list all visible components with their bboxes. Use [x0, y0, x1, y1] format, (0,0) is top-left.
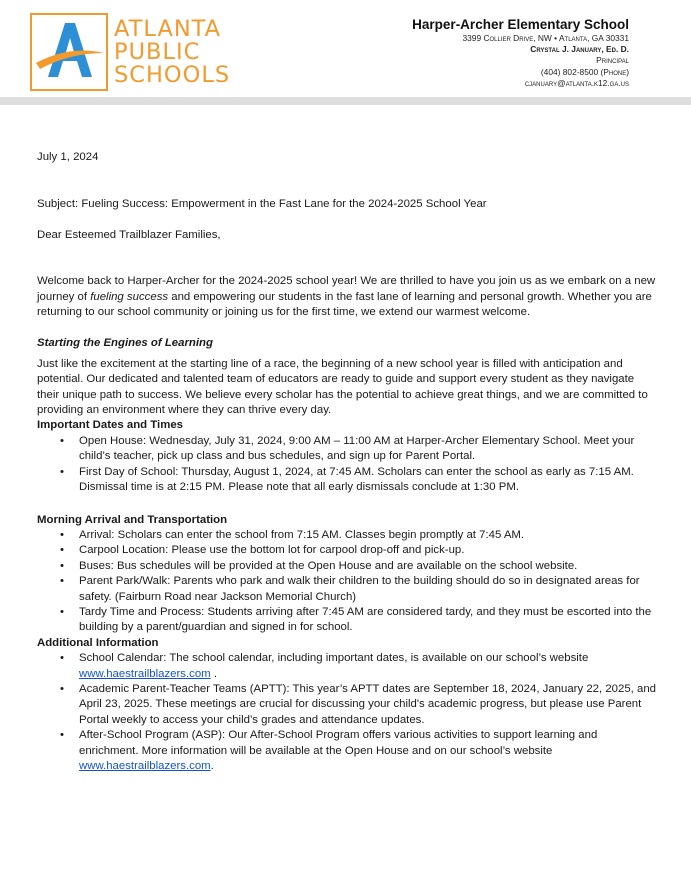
- welcome-paragraph: Welcome back to Harper-Archer for the 2024-2025 school year! We are thrilled to have you join us as we embark on a new journey of fueling success and empowering our students in the fast lane of learning and personal growth. Whether you are returning to our school community or joining us for the first time, we extend our warmest welcome.: [37, 275, 656, 319]
- school-address: 3399 Collier Drive, NW • Atlanta, GA 30331: [462, 33, 629, 43]
- school-website-link[interactable]: www.haestrailblazers.com: [79, 760, 211, 772]
- bullet-icon: •: [60, 729, 64, 742]
- list-item: • Carpool Location: Please use the bottom lot for carpool drop-off and pick-up.: [37, 543, 657, 558]
- morning-arrival-list: [37, 528, 657, 636]
- fueling-success-emphasis: fueling success: [90, 290, 169, 303]
- principal-name: Crystal J. January, Ed. D.: [530, 44, 629, 55]
- principal-title: Principal: [596, 55, 629, 66]
- bullet-icon: •: [60, 575, 64, 588]
- bullet-icon: •: [60, 528, 64, 541]
- list-item: • Arrival: Scholars can enter the school from 7:15 AM. Classes begin promptly at 7:45 AM.: [37, 528, 657, 543]
- bullet-icon: •: [60, 559, 64, 572]
- letter-subject: Subject: Fueling Success: Empowerment in the Fast Lane for the 2024-2025 School Year: [37, 198, 487, 211]
- additional-info-heading: Additional Information: [37, 636, 159, 649]
- school-phone: (404) 802-8500 (Phone): [540, 66, 629, 77]
- engines-paragraph: Just like the excitement at the starting line of a race, the beginning of a new school year is filled with anticipation and potential. Our dedicated and talented team of educators are ready to guide and support every student as they navigate their unique path to success. We believe every scholar has the potential to achieve great things, and we are committed to providing an environment where they can thrive every day.: [37, 357, 648, 417]
- list-item: • Open House: Wednesday, July 31, 2024, 9:00 AM – 11:00 AM at Harper-Archer Elementary School. Meet your child’s teacher, pick up class and bus schedules, and sign up for Parent Portal.: [60, 434, 635, 463]
- letter-date: July 1, 2024: [37, 151, 99, 163]
- bullet-icon: •: [60, 682, 64, 695]
- list-item: • School Calendar: The school calendar, including important dates, is available on our school’s website www.haestrailblazers.com .: [60, 652, 589, 680]
- principal-email: cjanuary@atlanta.k12.ga.us: [524, 77, 629, 88]
- bullet-icon: •: [60, 652, 64, 665]
- engines-heading: Starting the Engines of Learning: [37, 337, 213, 350]
- bullet-icon: •: [60, 465, 64, 478]
- list-item: • Academic Parent-Teacher Teams (APTT): This year’s APTT dates are September 18, 2024, January 22, 2025, and April 23, 2025. These meetings are crucial for discussing your child's academic progress, but please use Parent Portal weekly to access your child’s grades and attendance updates.: [60, 682, 657, 726]
- morning-arrival-heading: Morning Arrival and Transportation: [37, 513, 228, 526]
- list-item: • Parent Park/Walk: Parents who park and walk their children to the building should do so in designated areas for safety. (Fairburn Road near Jackson Memorial Church): [60, 575, 640, 603]
- logo-wordmark: [114, 18, 230, 87]
- letter-body: [37, 150, 657, 774]
- list-item: • Buses: Bus schedules will be provided at the Open House and are available on the school website.: [37, 559, 657, 574]
- header-divider: [0, 97, 691, 105]
- list-item: • After-School Program (ASP): Our After-School Program offers various activities to support learning and enrichment. More information will be available at the Open House and on our school’s website www.haestrailblazers.com.: [60, 729, 598, 772]
- important-dates-heading: Important Dates and Times: [37, 419, 184, 432]
- letter-salutation: Dear Esteemed Trailblazer Families,: [37, 228, 221, 241]
- logo-line: ATLANTA: [114, 16, 222, 42]
- school-name: Harper-Archer Elementary School: [412, 17, 629, 32]
- bullet-icon: •: [60, 434, 64, 447]
- bullet-icon: •: [60, 605, 64, 618]
- bullet-icon: •: [60, 544, 64, 557]
- list-item: • Tardy Time and Process: Students arriving after 7:45 AM are considered tardy, and they must be escorted into the building by a parent/guardian and signed in for school.: [60, 605, 652, 634]
- list-item: • First Day of School: Thursday, August 1, 2024, at 7:45 AM. Scholars can enter the school as early as 7:15 AM. Dismissal time is at 2:15 PM. Please note that all early dismissals conclude at 1:30 PM.: [60, 465, 634, 494]
- aps-logo-icon: [30, 13, 108, 91]
- logo-line: PUBLIC: [114, 39, 201, 65]
- additional-info-list: [37, 651, 657, 774]
- important-dates-list: [37, 434, 657, 496]
- school-contact-block: [412, 16, 629, 89]
- school-website-link[interactable]: www.haestrailblazers.com: [79, 667, 211, 680]
- logo-line: SCHOOLS: [114, 62, 231, 88]
